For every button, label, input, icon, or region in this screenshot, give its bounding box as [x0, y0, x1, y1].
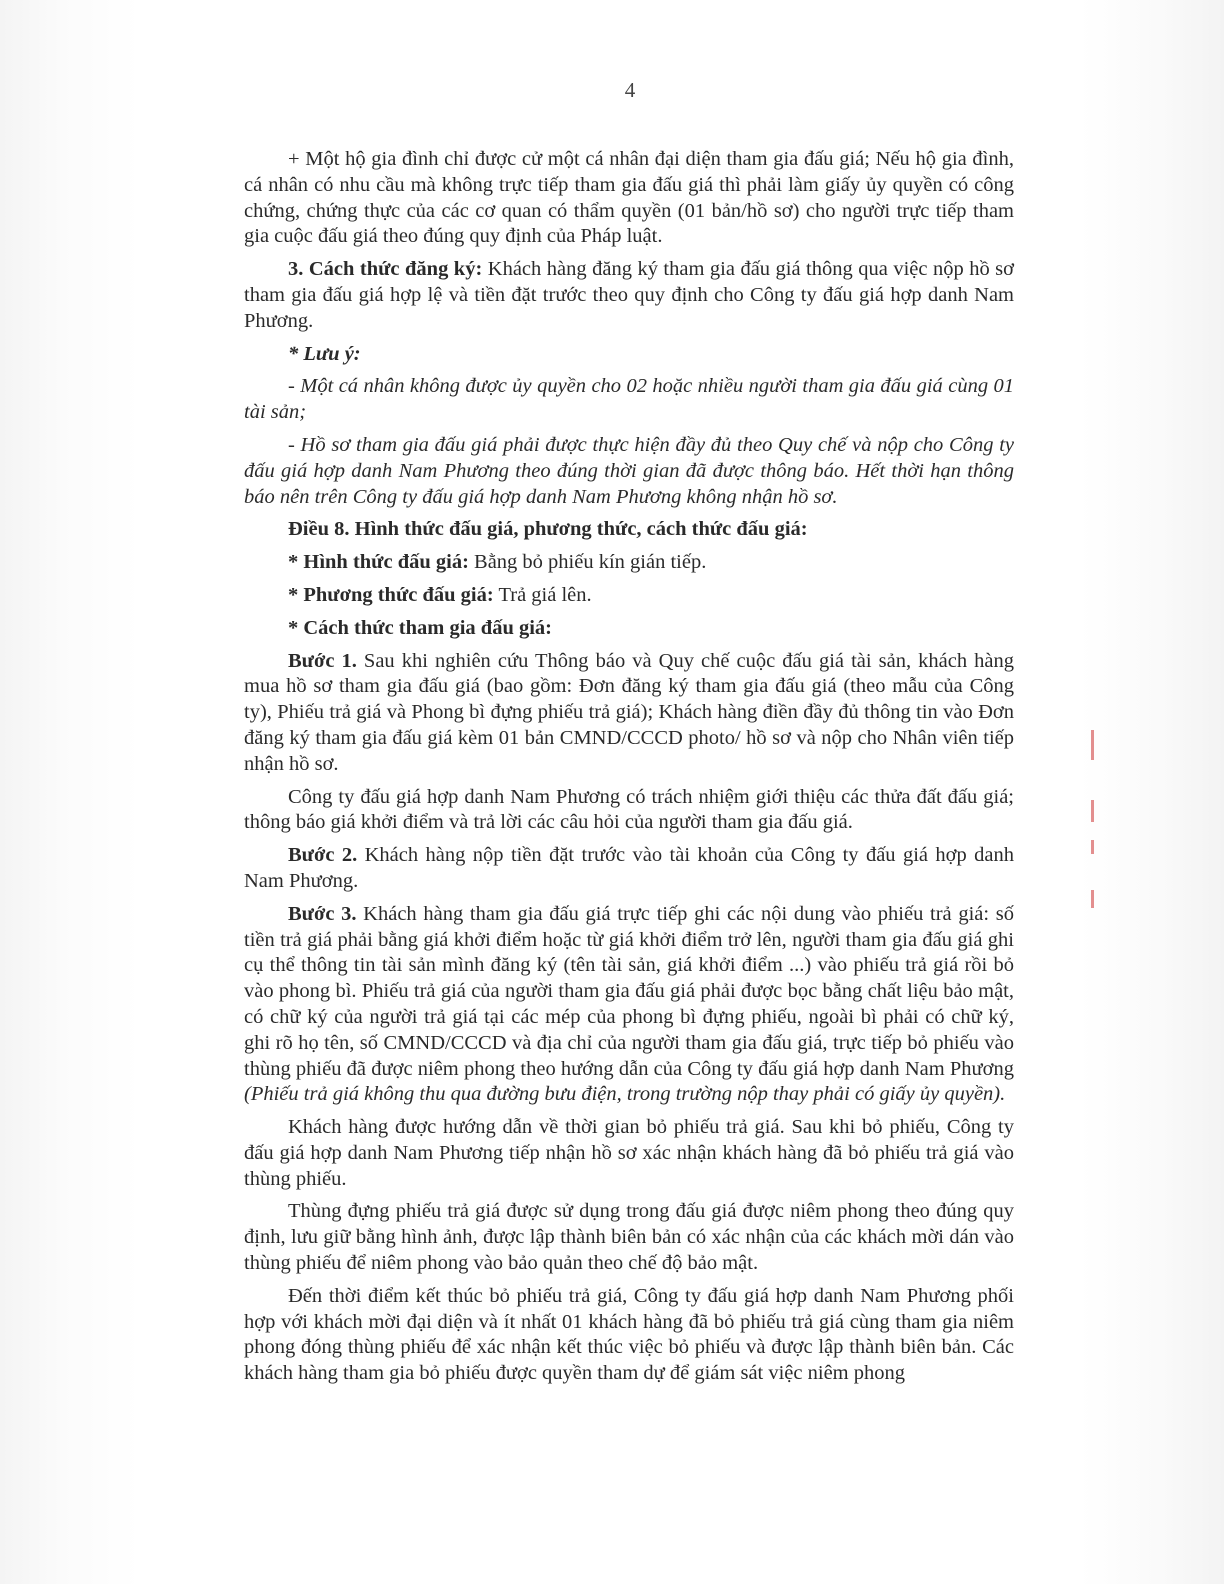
paragraph-closing: Đến thời điểm kết thúc bỏ phiếu trả giá, Công ty đấu giá hợp danh Nam Phương phối hợp với khách mời đại diện và ít nhất 01 khách hàng đã bỏ phiếu trả giá cùng tham gia niêm phong đóng thùng phiếu để xác nhận kết thúc việc bỏ phiếu và được lập thành biên bản. Các khách hàng tham gia bỏ phiếu được quyền tham dự để giám sát việc niêm phong: [244, 1284, 1014, 1385]
step-2-label: Bước 2.: [288, 844, 358, 867]
step-3-text: Khách hàng tham gia đấu giá trực tiếp ghi các nội dung vào phiếu trả giá: số tiền trả giá phải bằng giá khởi điểm hoặc từ giá khởi điểm trở lên, người tham gia đấu giá ghi cụ thể thông tin tài sản mình đăng ký (tên tài sản, giá khởi điểm ...) vào phiếu trả giá rồi bỏ vào phong bì. Phiếu trả giá của người tham gia đấu giá phải được bọc bằng chất liệu bảo mật, có chữ ký của người trả giá tại các mép của phong bì đựng phiếu, ngoài bì phải có chữ ký, ghi rõ họ tên, số CMND/CCCD và địa chỉ của người tham gia đấu giá, trực tiếp bỏ phiếu vào thùng phiếu đã được niêm phong theo hướng dẫn của Công ty đấu giá hợp danh Nam Phương: [244, 902, 1014, 1080]
auction-method-text: Trả giá lên.: [493, 583, 592, 606]
note-item-2: - Hồ sơ tham gia đấu giá phải được thực hiện đầy đủ theo Quy chế và nộp cho Công ty đấu giá hợp danh Nam Phương theo đúng thời gian đã được thông báo. Hết thời hạn thông báo nên trên Công ty đấu giá hợp danh Nam Phương không nhận hồ sơ.: [244, 433, 1014, 508]
margin-mark: [1091, 800, 1094, 822]
step-2-text: Khách hàng nộp tiền đặt trước vào tài khoản của Công ty đấu giá hợp danh Nam Phương.: [244, 844, 1014, 892]
paragraph-guidance: Khách hàng được hướng dẫn về thời gian bỏ phiếu trả giá. Sau khi bỏ phiếu, Công ty đấu giá hợp danh Nam Phương tiếp nhận hồ sơ xác nhận khách hàng đã bỏ phiếu trả giá vào thùng phiếu.: [244, 1116, 1014, 1190]
page-number: 4: [624, 78, 636, 102]
step-1-text: Sau khi nghiên cứu Thông báo và Quy chế cuộc đấu giá tài sản, khách hàng mua hồ sơ tham gia đấu giá (bao gồm: Đơn đăng ký tham gia đấu giá (theo mẫu của Công ty), Phiếu trả giá và Phong bì đựng phiếu trả giá); Khách hàng điền đầy đủ thông tin vào Đơn đăng ký tham gia đấu giá kèm 01 bản CMND/CCCD photo/ hồ sơ và nộp cho Nhân viên tiếp nhận hồ sơ.: [244, 649, 1014, 775]
step-3-label: Bước 3.: [288, 902, 357, 925]
step-3-italic: (Phiếu trả giá không thu qua đường bưu điện, trong trường nộp thay phải có giấy ủy quyền).: [244, 1083, 1006, 1106]
note-heading: [244, 342, 1014, 368]
document-body: [244, 147, 1014, 1394]
paragraph-household: + Một hộ gia đình chỉ được cử một cá nhân đại diện tham gia đấu giá; Nếu hộ gia đình, cá nhân có nhu cầu mà không trực tiếp tham gia đấu giá thì phải làm giấy ủy quyền có công chứng, chứng thực của các cơ quan có thẩm quyền (01 bản/hồ sơ) cho người trực tiếp tham gia cuộc đấu giá theo đúng quy định của Pháp luật.: [244, 148, 1014, 248]
margin-mark: [1091, 730, 1094, 760]
article-8-heading: Điều 8. Hình thức đấu giá, phương thức, cách thức đấu giá:: [288, 518, 808, 541]
step-1-extra: Công ty đấu giá hợp danh Nam Phương có trách nhiệm giới thiệu các thửa đất đấu giá; thông báo giá khởi điểm và trả lời các câu hỏi của người tham gia đấu giá.: [244, 785, 1014, 834]
auction-method: [244, 583, 1014, 609]
auction-method-label: * Phương thức đấu giá:: [288, 583, 494, 606]
procedure-heading: * Cách thức tham gia đấu giá:: [288, 616, 553, 639]
step-1-label: Bước 1.: [288, 649, 357, 672]
paragraph-ballot-box: Thùng đựng phiếu trả giá được sử dụng trong đấu giá được niêm phong theo đúng quy định, lưu giữ bằng hình ảnh, được lập thành biên bản có xác nhận của các khách mời dán vào thùng phiếu để niêm phong vào bảo quản theo chế độ bảo mật.: [244, 1200, 1014, 1275]
note-label: * Lưu ý:: [288, 342, 361, 365]
paragraph-registration: [244, 257, 1014, 334]
margin-mark: [1091, 840, 1094, 854]
auction-form: [244, 550, 1014, 576]
margin-mark: [1091, 890, 1094, 908]
step-3: [244, 902, 1014, 1108]
step-1: [244, 649, 1014, 778]
registration-text: Khách hàng đăng ký tham gia đấu giá thông qua việc nộp hồ sơ tham gia đấu giá hợp lệ và tiền đặt trước theo quy định cho Công ty đấu giá hợp danh Nam Phương.: [244, 258, 1014, 332]
auction-form-label: * Hình thức đấu giá:: [288, 551, 469, 574]
note-item-1: - Một cá nhân không được ủy quyền cho 02 hoặc nhiều người tham gia đấu giá cùng 01 tài sản;: [244, 375, 1014, 424]
step-2: [244, 843, 1014, 895]
auction-form-text: Bằng bỏ phiếu kín gián tiếp.: [468, 551, 707, 574]
registration-label: 3. Cách thức đăng ký:: [288, 258, 483, 281]
